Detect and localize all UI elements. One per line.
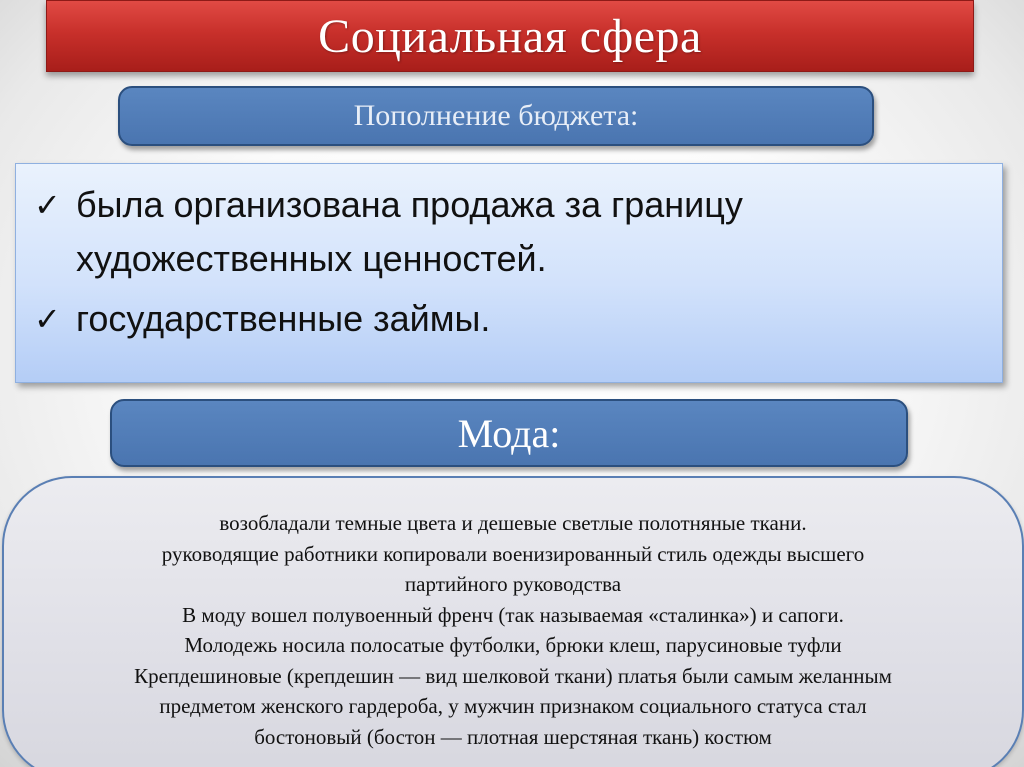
budget-header xyxy=(118,86,874,146)
fashion-text xyxy=(34,508,992,752)
fashion-line: Молодежь носила полосатые футболки, брюки клеш, парусиновые туфли xyxy=(184,633,842,657)
fashion-line: Крепдешиновые (крепдешин — вид шелковой ткани) платья были самым желанным xyxy=(134,663,892,688)
budget-header-label: Пополнение бюджета: xyxy=(353,99,639,132)
fashion-line: партийного руководства xyxy=(404,572,622,596)
fashion-line: руководящие работники копировали военизированный стиль одежды высшего xyxy=(161,541,865,566)
slide-title: Социальная сфера xyxy=(318,9,702,63)
check-icon: ✓ xyxy=(34,300,61,338)
budget-list-item xyxy=(34,292,972,346)
fashion-line: предметом женского гардероба, у мужчин признаком социального статуса стал xyxy=(159,694,867,718)
fashion-line: возобладали темные цвета и дешевые светлые полотняные ткани. xyxy=(219,511,807,535)
budget-list xyxy=(16,164,1002,346)
fashion-header-label: Мода: xyxy=(457,410,561,456)
budget-box xyxy=(15,163,1003,383)
fashion-line: В моду вошел полувоенный френч (так называемая «сталинка») и сапоги. xyxy=(182,602,844,627)
budget-item-text: была организована продажа за границу художественных ценностей. xyxy=(76,184,743,279)
budget-item-text: государственные займы. xyxy=(76,298,491,339)
title-banner xyxy=(46,0,974,72)
fashion-line: бостоновый (бостон — плотная шерстяная ткань) костюм xyxy=(254,724,772,749)
budget-list-item xyxy=(34,178,972,286)
fashion-header xyxy=(110,399,908,467)
fashion-box xyxy=(2,476,1024,767)
check-icon: ✓ xyxy=(34,186,61,224)
